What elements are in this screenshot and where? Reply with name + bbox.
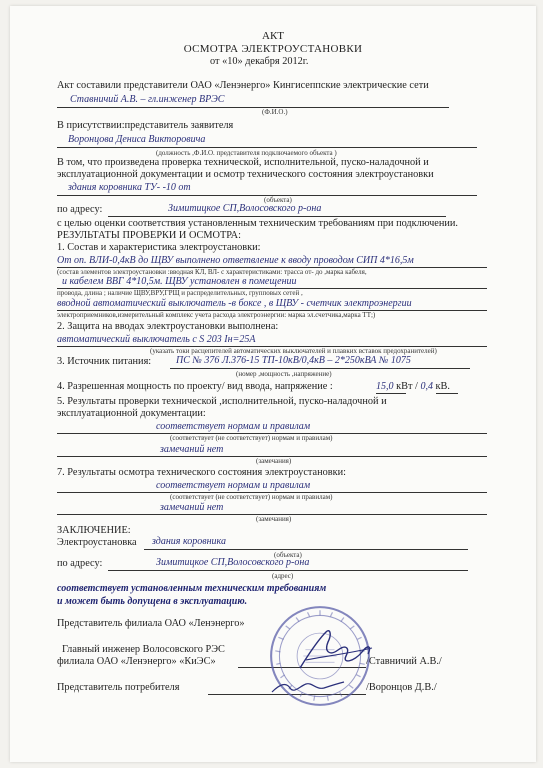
item7-state-result: соответствует нормам и правилам bbox=[156, 480, 311, 491]
address-underline bbox=[108, 216, 446, 217]
conclusion-address-label: по адресу: bbox=[57, 558, 103, 569]
item3-underline bbox=[170, 368, 470, 369]
address-value: Зимитицкое СП,Волосовского р-она bbox=[168, 203, 322, 214]
item5-caption-2: (замечания) bbox=[256, 457, 292, 465]
consumer-signature bbox=[268, 676, 348, 700]
item1-text-1: От оп. ВЛИ-0,4кВ до ЩВУ выполнено ответвление к вводу проводом СИП 4*16,5м bbox=[57, 255, 414, 266]
item7-remarks: замечаний нет bbox=[160, 502, 224, 513]
object-caption: (объекта) bbox=[264, 196, 292, 204]
item3-value: ПС № 376 Л.376-15 ТП-10кВ/0,4кВ – 2*250кВА № 1075 bbox=[176, 355, 411, 366]
installation-caption: (объекта) bbox=[274, 551, 302, 559]
consumer-name: /Воронцов Д.В./ bbox=[366, 682, 437, 693]
document-subtitle: ОСМОТРА ЭЛЕКТРОУСТАНОВКИ bbox=[183, 43, 363, 55]
item7-caption-2: (замечания) bbox=[256, 515, 292, 523]
purpose-line: с целью оценки соответствия установленным техническим требованиям при подключении. bbox=[57, 218, 458, 229]
chief-name: /Ставничий А.В./ bbox=[366, 656, 442, 667]
item5-caption-1: (соответствует (не соответствует) нормам и правилам) bbox=[170, 434, 333, 442]
item1-caption-1: (состав элементов электроустановки :вводная КЛ, ВЛ- с характеристиками: трасса от- до ,марка кабеля, bbox=[57, 268, 367, 276]
installation-label: Электроустановка bbox=[57, 537, 137, 548]
object-name: здания коровника ТУ- -10 от bbox=[68, 182, 191, 193]
conclusion-address-value: Зимитицкое СП,Волосовского р-она bbox=[156, 557, 310, 568]
item5-label-1: 5. Результаты проверки технической ,исполнительной, пуско-наладочной и bbox=[57, 396, 387, 407]
item3-caption: (номер ,мощность ,напряжение) bbox=[236, 370, 332, 378]
applicant-name: Воронцова Дениса Викторовича bbox=[68, 134, 206, 145]
applicant-underline bbox=[57, 147, 477, 148]
item4-voltage: 0,4 bbox=[420, 381, 433, 392]
chief-signature bbox=[296, 622, 376, 678]
item1-label: 1. Состав и характеристика электроустановки: bbox=[57, 242, 261, 253]
item4-underline-power bbox=[376, 393, 406, 394]
verdict-line-1: соответствует установленным техническим требованиям bbox=[57, 583, 327, 594]
paragraph-line-2: эксплуатационной документации и осмотр технического состояния электроустановки bbox=[57, 169, 434, 180]
item1-caption-3: электроприемников,измерительный комплекс учета расхода электроэнергии: марка эл.счетчика,марка ТТ;) bbox=[57, 311, 376, 319]
representative-name: Ставничий А.В. – гл.инженер ВРЭС bbox=[70, 94, 225, 105]
act-document bbox=[10, 6, 536, 762]
consumer-rep-label: Представитель потребителя bbox=[57, 682, 180, 693]
item4-power: 15,0 bbox=[376, 381, 394, 392]
conclusion-heading: ЗАКЛЮЧЕНИЕ: bbox=[57, 525, 131, 536]
item3-label: 3. Источник питания: bbox=[57, 356, 152, 367]
item1-caption-2: провода, длина ; наличие ЩВУ,ВРУ,ГРЩ и распределительных, групповых сетей , bbox=[57, 289, 303, 297]
rep-caption: (Ф.И.О.) bbox=[262, 108, 288, 116]
item2-value: автоматический выключатель с S 203 Iн=25А bbox=[57, 334, 256, 345]
item7-label: 7. Результаты осмотра технического состояния электроустановки: bbox=[57, 467, 346, 478]
item5-label-2: эксплуатационной документации: bbox=[57, 408, 206, 419]
paragraph-line-1: В том, что произведена проверка технической, исполнительной, пуско-наладочной и bbox=[57, 157, 429, 168]
chief-engineer-line-1: Главный инженер Волосовского РЭС bbox=[62, 644, 225, 655]
document-title: АКТ bbox=[262, 30, 284, 42]
applicant-caption: (должность ,Ф.И.О. представителя подключаемого объекта ) bbox=[156, 149, 337, 157]
conclusion-address-caption: (адрес) bbox=[272, 572, 294, 580]
rep-underline bbox=[57, 107, 449, 108]
verdict-line-2: и может быть допущена в эксплуатацию. bbox=[57, 596, 248, 607]
intro-line: Акт составили представители ОАО «Ленэнерго» Кингисеппские электрические сети bbox=[57, 80, 429, 91]
presence-label: В присутствии:представитель заявителя bbox=[57, 120, 234, 131]
installation-underline bbox=[144, 549, 468, 550]
branch-rep-label: Представитель филиала ОАО «Ленэнерго» bbox=[57, 618, 245, 629]
item4-underline-voltage bbox=[436, 393, 458, 394]
document-date: от «10» декабря 2012г. bbox=[210, 56, 309, 67]
item1-text-3: вводной автоматический выключатель -в боксе , в ЩВУ - счетчик электроэнергии bbox=[57, 298, 412, 309]
installation-value: здания коровника bbox=[152, 536, 226, 547]
conclusion-address-underline bbox=[108, 570, 468, 571]
item1-text-2: и кабелем ВВГ 4*10,5м. ЩВУ установлен в помещении bbox=[62, 276, 297, 287]
chief-engineer-line-2: филиала ОАО «Ленэнерго» «КиЭС» bbox=[57, 656, 216, 667]
address-label: по адресу: bbox=[57, 204, 103, 215]
item5-remarks: замечаний нет bbox=[160, 444, 224, 455]
item4-label: 4. Разрешенная мощность по проекту/ вид ввода, напряжение : bbox=[57, 381, 333, 392]
results-heading: РЕЗУЛЬТАТЫ ПРОВЕРКИ И ОСМОТРА: bbox=[57, 230, 241, 241]
item2-label: 2. Защита на вводах электроустановки выполнена: bbox=[57, 321, 279, 332]
item7-caption-1: (соответствует (не соответствует) нормам и правилам) bbox=[170, 493, 333, 501]
item2-caption: (указать токи расцепителей автоматических выключателей и плавких вставок предохранителей) bbox=[150, 347, 437, 355]
item4-values: 15,0 кВт / 0,4 кВ. bbox=[376, 381, 450, 392]
item5-doc-result: соответствует нормам и правилам bbox=[156, 421, 311, 432]
